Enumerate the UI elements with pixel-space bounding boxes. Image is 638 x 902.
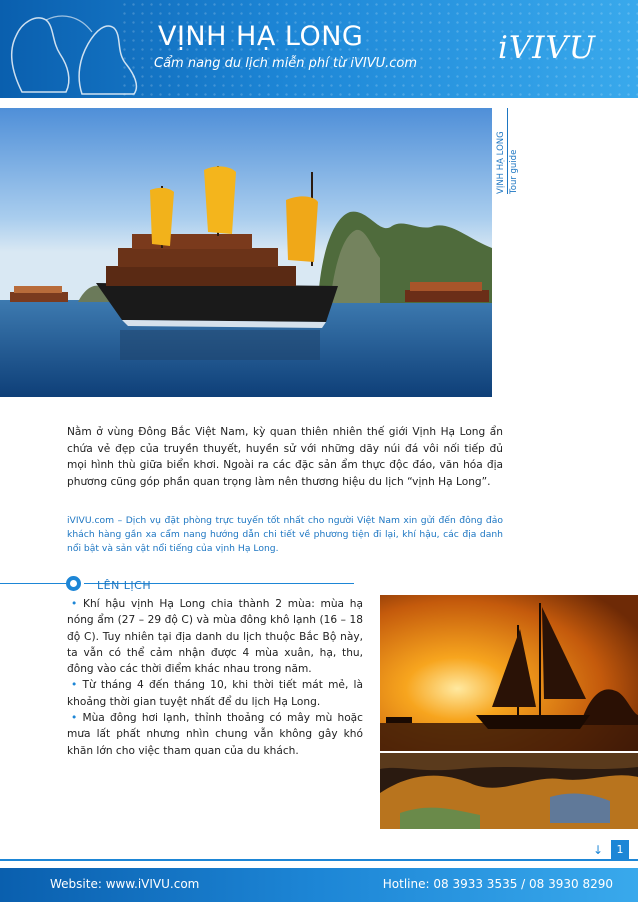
intro-paragraph: Nằm ở vùng Đông Bắc Việt Nam, kỳ quan thiên nhiên thế giới Vịnh Hạ Long ẩn chứa vẻ đẹp của truyền thuyết, huyền sử với những dãy núi đá vôi nối tiếp đủ mọi hình thù giữa biển khơi. Ngoài ra các đặc sản ẩm thực độc đáo, văn hóa địa phương cũng góp phần quan trọng làm nên thương hiệu du lịch “vịnh Hạ Long”. xyxy=(67,426,503,488)
junk-boat-photo xyxy=(0,108,492,397)
page-header xyxy=(0,0,638,98)
bullet-icon: • xyxy=(71,679,78,692)
page-number: 1 xyxy=(611,840,629,859)
side-label-subtitle: Tour guide xyxy=(507,108,520,194)
bullet-icon: • xyxy=(71,712,78,725)
website-link[interactable]: Website: www.iVIVU.com xyxy=(50,877,200,891)
footer-divider xyxy=(0,859,638,861)
side-label-title: VỊNH HẠ LONG xyxy=(496,131,506,194)
map-watermark-icon xyxy=(2,2,152,98)
brand-logo: iVIVU xyxy=(498,30,597,66)
section-paragraph: • Mùa đông hơi lạnh, thỉnh thoảng có mây mù hoặc mưa lất phất nhưng nhìn chung vẫn không gây khó khăn lớn cho việc tham quan của du khách. xyxy=(67,712,363,757)
page-footer xyxy=(0,868,638,902)
section-divider-left xyxy=(0,583,70,584)
side-section-label xyxy=(495,108,535,194)
section-circle-icon xyxy=(66,576,81,591)
section-body xyxy=(67,596,363,759)
hotline-text: Hotline: 08 3933 3535 / 08 3930 8290 xyxy=(382,877,613,891)
bullet-icon: • xyxy=(71,598,78,610)
page-title: VỊNH HẠ LONG xyxy=(158,21,364,52)
sunset-sailboat-photo xyxy=(380,595,638,751)
section-title: LÊN LỊCH xyxy=(97,579,152,592)
ivivu-blurb: iVIVU.com – Dịch vụ đặt phòng trực tuyến tốt nhất cho người Việt Nam xin gửi đến đông đảo khách hàng gần xa cẩm nang hướng dẫn chi tiết về phương tiện đi lại, khí hậu, các địa danh nổi bật và sản vật nổi tiếng của vịnh Hạ Long. xyxy=(67,515,503,554)
cave-photo xyxy=(380,753,638,829)
section-paragraph: • Khí hậu vịnh Hạ Long chia thành 2 mùa: mùa hạ nóng ẩm (27 – 29 độ C) và mùa đông khô lạnh (16 – 18 độ C). Tuy nhiên tại địa danh du lịch thuộc Bắc Bộ này, ta vẫn có thể cảm nhận được 4 mùa xuân, hạ, thu, đông vào các thời điểm khác nhau trong năm. xyxy=(67,598,363,676)
page-subtitle: Cẩm nang du lịch miễn phí từ iVIVU.com xyxy=(154,56,418,71)
arrow-down-icon: ↓ xyxy=(593,843,604,857)
section-paragraph: • Từ tháng 4 đến tháng 10, khi thời tiết mát mẻ, là khoảng thời gian tuyệt nhất để du lịch Hạ Long. xyxy=(67,679,363,708)
